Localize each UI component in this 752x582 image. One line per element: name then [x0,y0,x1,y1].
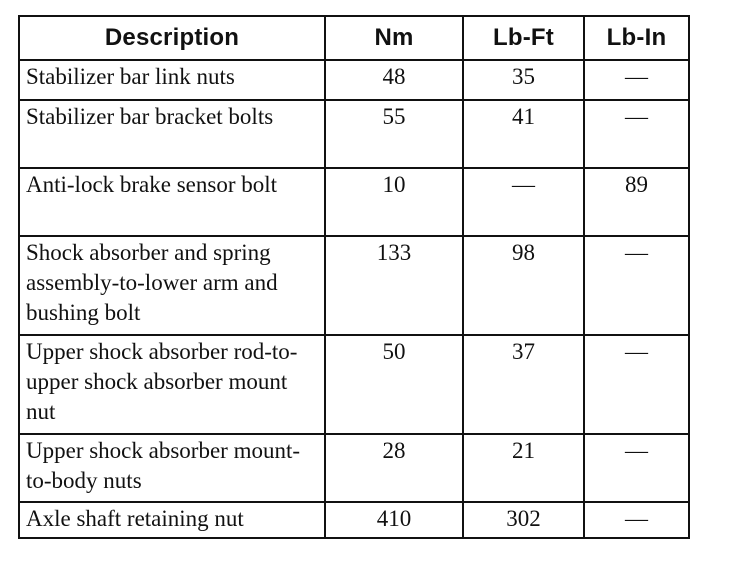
table-row [19,236,689,335]
description-cell: Upper shock absorber mount-to-body nuts [19,434,325,502]
lb-ft-cell: — [463,168,584,236]
nm-cell: 133 [325,236,463,335]
lb-in-cell: — [584,236,689,335]
description-cell: Axle shaft retaining nut [19,502,325,538]
lb-ft-cell: 35 [463,60,584,100]
lb-in-cell: — [584,434,689,502]
lb-ft-cell: 21 [463,434,584,502]
description-cell: Stabilizer bar link nuts [19,60,325,100]
lb-in-cell: — [584,502,689,538]
table-row [19,168,689,236]
header-description: Description [19,16,325,60]
lb-ft-cell: 37 [463,335,584,434]
lb-ft-cell: 98 [463,236,584,335]
nm-cell: 28 [325,434,463,502]
nm-cell: 10 [325,168,463,236]
lb-ft-cell: 41 [463,100,584,168]
table-row [19,502,689,538]
header-nm: Nm [325,16,463,60]
nm-cell: 55 [325,100,463,168]
description-cell: Upper shock absorber rod-to-upper shock absorber mount nut [19,335,325,434]
table-row [19,100,689,168]
description-cell: Shock absorber and spring assembly-to-lower arm and bushing bolt [19,236,325,335]
nm-cell: 50 [325,335,463,434]
lb-ft-cell: 302 [463,502,584,538]
header-row [19,16,689,60]
nm-cell: 48 [325,60,463,100]
description-cell: Stabilizer bar bracket bolts [19,100,325,168]
table-row [19,335,689,434]
description-cell: Anti-lock brake sensor bolt [19,168,325,236]
header-lb-in: Lb-In [584,16,689,60]
lb-in-cell: — [584,100,689,168]
header-lb-ft: Lb-Ft [463,16,584,60]
table-row [19,60,689,100]
lb-in-cell: — [584,335,689,434]
table-row [19,434,689,502]
lb-in-cell: 89 [584,168,689,236]
lb-in-cell: — [584,60,689,100]
torque-spec-table [18,15,690,539]
nm-cell: 410 [325,502,463,538]
